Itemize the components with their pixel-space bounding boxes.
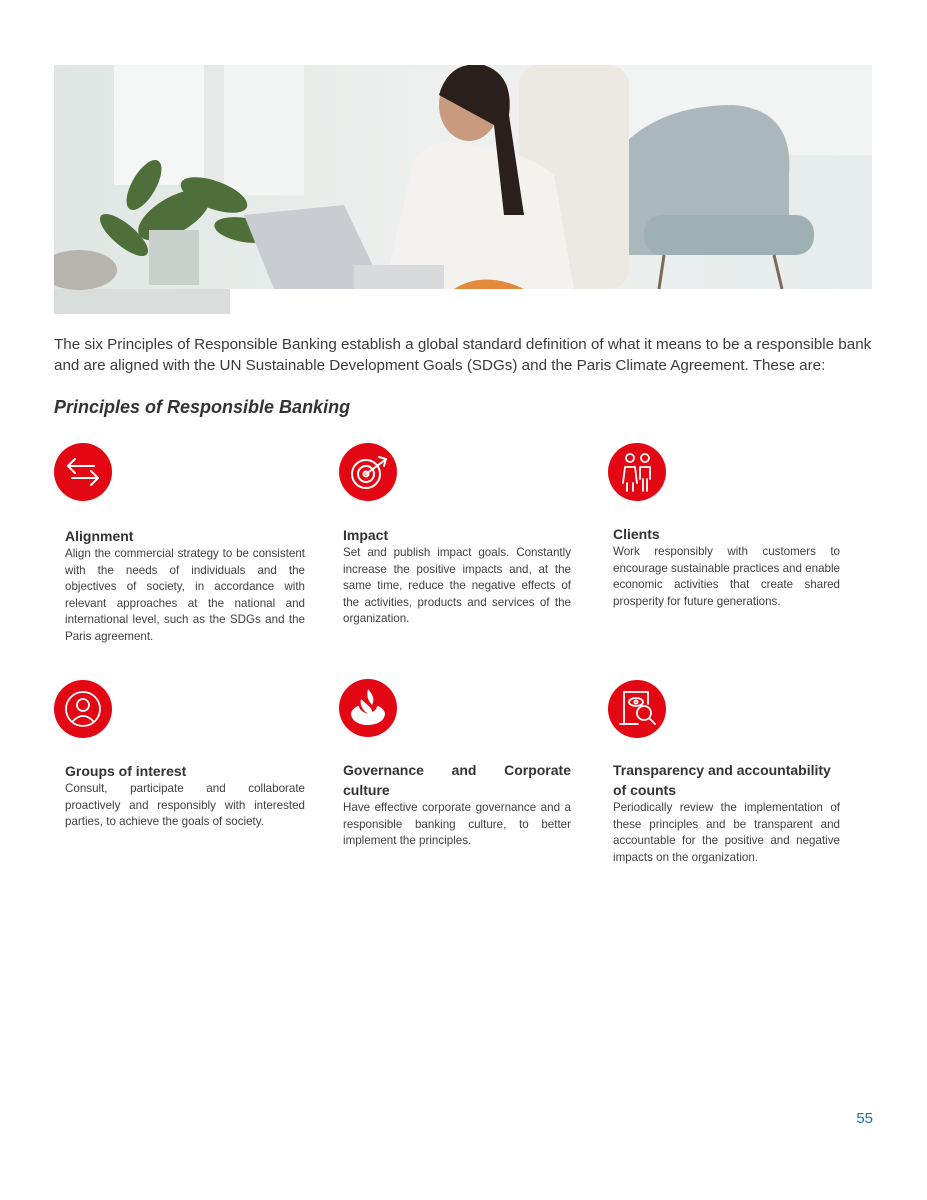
principle-title: Alignment [65,528,134,544]
section-title: Principles of Responsible Banking [54,397,351,417]
principle-title: Impact [343,527,389,543]
principle-text: Align the commercial strategy to be consistent with the needs of individuals and the objectives of society, in accordance with relevant approaches at the national and international level, such as the SDGs and the Paris agreement. [65,547,305,643]
document-magnifier-icon [608,680,666,738]
principle-card-groups-of-interest [54,680,305,829]
principle-card-governance [339,679,581,848]
principle-title: Transparency and accountability of counts [613,762,831,798]
principle-text: Periodically review the implementation of these principles and be transparent and accountable for the positive and negative impacts on the organization. [613,801,840,864]
principle-card-transparency [608,680,850,864]
principle-title: Groups of interest [65,763,187,779]
principle-text: Set and publish impact goals. Constantly increase the positive impacts and, at the same time, reduce the negative effects of the activities, products and services of the organization. [343,546,571,626]
people-icon [608,443,666,501]
arrows-exchange-icon [54,443,112,501]
principle-title: Clients [613,526,660,542]
person-badge-icon [54,680,112,738]
page-number: 55 [856,1110,873,1127]
flame-logo-icon [339,679,397,737]
intro-paragraph: The six Principles of Responsible Banking establish a global standard definition of what it means to be a responsible bank and are aligned with the UN Sustainable Development Goals (SDGs) and the Paris Climate Agreement. These are: [54,336,872,374]
principle-card-impact [339,443,581,626]
target-icon [339,443,397,501]
principle-card-alignment [54,443,305,643]
hero-photo [54,65,872,314]
principle-card-clients [608,443,850,608]
principle-text: Consult, participate and collaborate proactively and responsibly with interested parties, to achieve the goals of society. [65,782,305,829]
principle-title: Governance and Corporate culture [343,762,571,798]
principle-text: Work responsibly with customers to encourage sustainable practices and enable economic activities that create shared prosperity for future generations. [613,545,840,608]
principle-text: Have effective corporate governance and a responsible banking culture, to better implement the principles. [343,801,571,848]
